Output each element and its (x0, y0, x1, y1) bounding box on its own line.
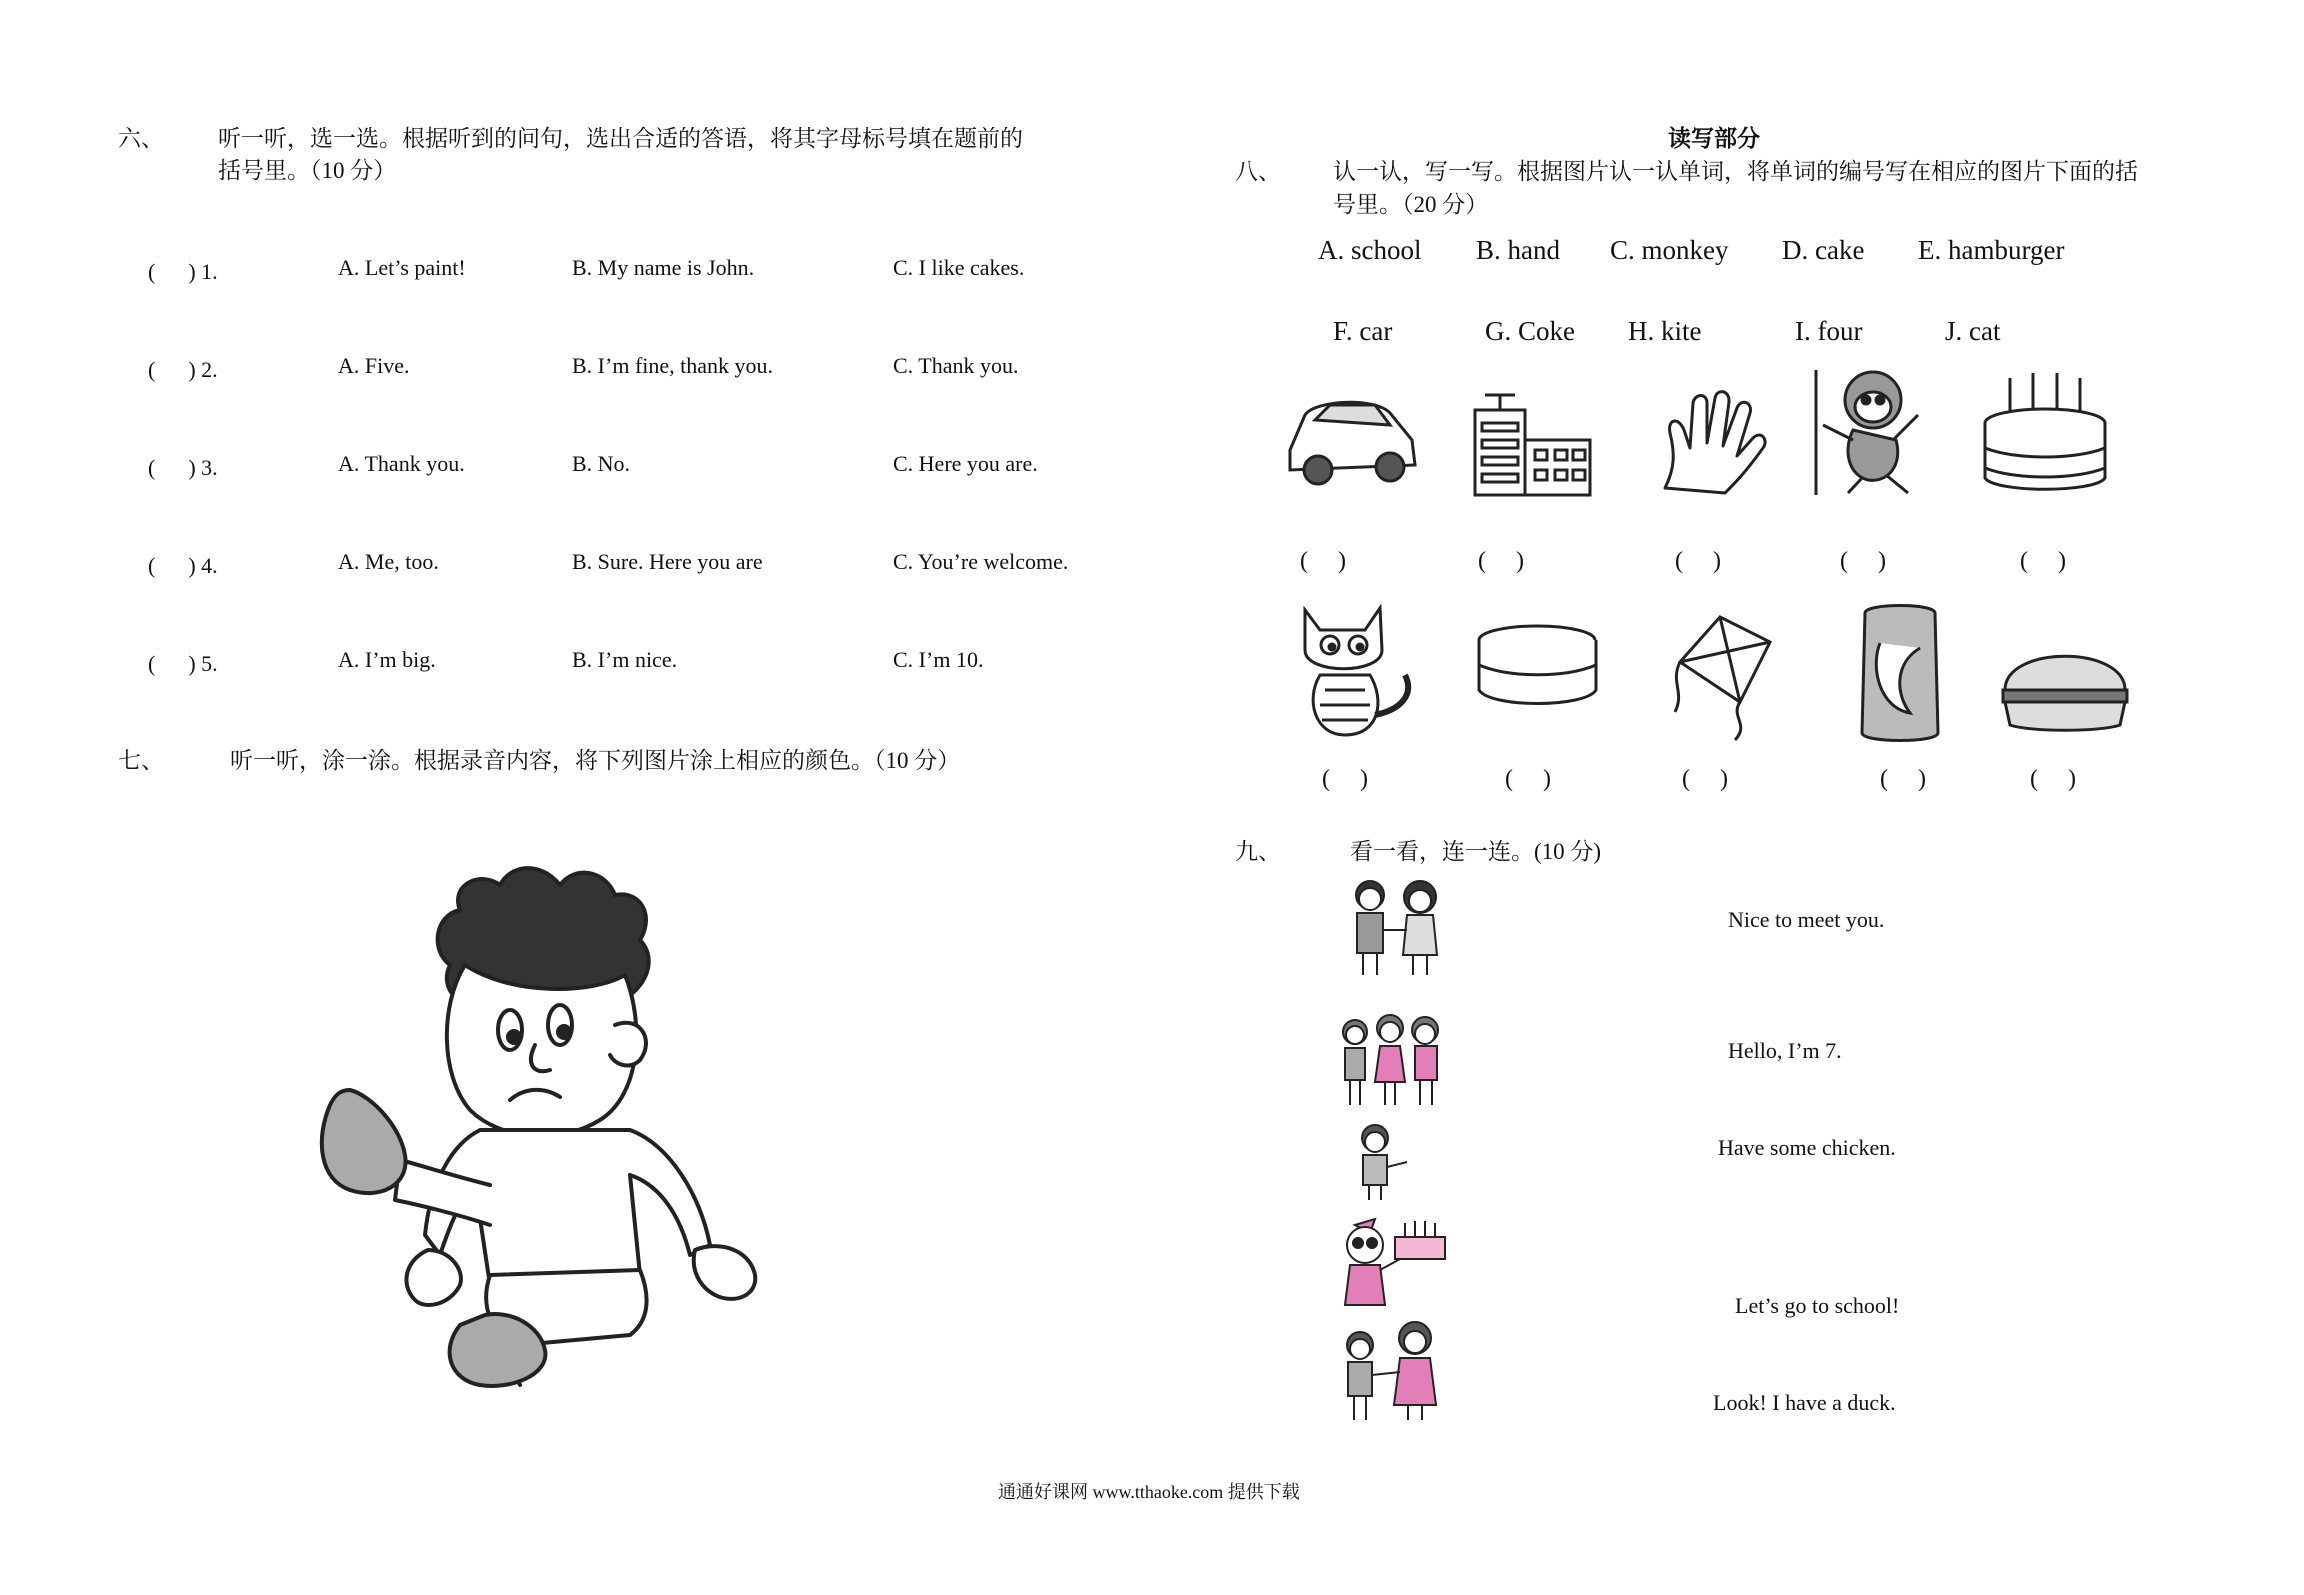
match-sentence-5: Look! I have a duck. (1713, 1390, 1896, 1415)
match-sentence-4: Let’s go to school! (1735, 1293, 1900, 1318)
birthday-cake-icon (1975, 368, 2125, 498)
sec6-instruction-line2: 括号里。（10 分） (218, 158, 397, 183)
option-a: A. I’m big. (338, 647, 436, 672)
cake-icon (1470, 620, 1605, 720)
sec9-instruction: 看一看，连一连。(10 分) (1350, 839, 1602, 864)
word-d: D. cake (1782, 235, 1865, 265)
coke-can-icon (1850, 598, 1950, 748)
word-e: E. hamburger (1918, 235, 2065, 265)
option-c: C. Here you are. (893, 451, 1038, 476)
option-a: A. Five. (338, 353, 410, 378)
answer-blank[interactable]: ( ) 3. (148, 455, 218, 480)
kite-icon (1660, 612, 1785, 742)
cat-icon (1290, 600, 1425, 740)
sec9-number: 九、 (1235, 839, 1281, 864)
word-c: C. monkey (1610, 235, 1729, 265)
sec7-number: 七、 (118, 748, 164, 773)
footer-source: 通通好课网 www.tthaoke.com 提供下载 (998, 1482, 1300, 1502)
school-icon (1460, 385, 1600, 500)
sec7-instruction: 听一听，涂一涂。根据录音内容，将下列图片涂上相应的颜色。（10 分） (230, 748, 961, 773)
picture-answer-blank-2[interactable]: ( ) (1478, 548, 1524, 574)
boy-waving-picture (1345, 1122, 1425, 1202)
answer-blank[interactable]: ( ) 4. (148, 553, 218, 578)
boy-coloring-picture (310, 855, 810, 1395)
panda-with-cake-picture (1335, 1215, 1450, 1310)
monkey-icon (1808, 365, 1933, 500)
word-j: J. cat (1945, 316, 2001, 346)
option-b: B. No. (572, 451, 631, 476)
boy-and-mother-picture (1330, 1320, 1450, 1425)
picture-answer-blank-3[interactable]: ( ) (1675, 548, 1721, 574)
sec8-instruction-line2: 号里。（20 分） (1333, 192, 1489, 217)
picture-answer-blank-1[interactable]: ( ) (1300, 548, 1346, 574)
sec6-instruction-line1: 听一听，选一选。根据听到的问句，选出合适的答语，将其字母标号填在题前的 (218, 126, 1023, 151)
option-a: A. Let’s paint! (338, 255, 466, 280)
option-a: A. Thank you. (338, 451, 465, 476)
match-sentence-2: Hello, I’m 7. (1728, 1038, 1842, 1063)
answer-blank[interactable]: ( ) 5. (148, 651, 218, 676)
part-title: 读写部分 (1668, 126, 1760, 151)
sec8-instruction-line1: 认一认，写一写。根据图片认一认单词，将单词的编号写在相应的图片下面的括 (1333, 159, 2138, 184)
option-c: C. I’m 10. (893, 647, 984, 672)
sec8-number: 八、 (1235, 159, 1281, 184)
match-sentence-3: Have some chicken. (1718, 1135, 1896, 1160)
option-b: B. Sure. Here you are (572, 549, 763, 574)
word-h: H. kite (1628, 316, 1702, 346)
children-group-picture (1335, 1010, 1450, 1110)
option-b: B. My name is John. (572, 255, 755, 280)
option-b: B. I’m nice. (572, 647, 678, 672)
sec6-number: 六、 (118, 126, 164, 151)
hamburger-icon (2000, 640, 2130, 735)
answer-blank[interactable]: ( ) 1. (148, 259, 218, 284)
car-icon (1280, 385, 1420, 495)
picture-answer-blank-4[interactable]: ( ) (1840, 548, 1886, 574)
picture-answer-blank-6[interactable]: ( ) (1322, 766, 1368, 792)
picture-answer-blank-7[interactable]: ( ) (1505, 766, 1551, 792)
option-a: A. Me, too. (338, 549, 439, 574)
word-f: F. car (1333, 316, 1393, 346)
picture-answer-blank-9[interactable]: ( ) (1880, 766, 1926, 792)
picture-answer-blank-8[interactable]: ( ) (1682, 766, 1728, 792)
greeting-people-picture (1345, 875, 1445, 980)
option-c: C. Thank you. (893, 353, 1019, 378)
answer-blank[interactable]: ( ) 2. (148, 357, 218, 382)
word-a: A. school (1318, 235, 1422, 265)
option-b: B. I’m fine, thank you. (572, 353, 774, 378)
option-c: C. You’re welcome. (893, 549, 1069, 574)
word-b: B. hand (1476, 235, 1560, 265)
hand-icon (1645, 388, 1770, 498)
word-g: G. Coke (1485, 316, 1575, 346)
picture-answer-blank-5[interactable]: ( ) (2020, 548, 2066, 574)
match-sentence-1: Nice to meet you. (1728, 907, 1885, 932)
word-i: I. four (1795, 316, 1863, 346)
option-c: C. I like cakes. (893, 255, 1025, 280)
picture-answer-blank-10[interactable]: ( ) (2030, 766, 2076, 792)
